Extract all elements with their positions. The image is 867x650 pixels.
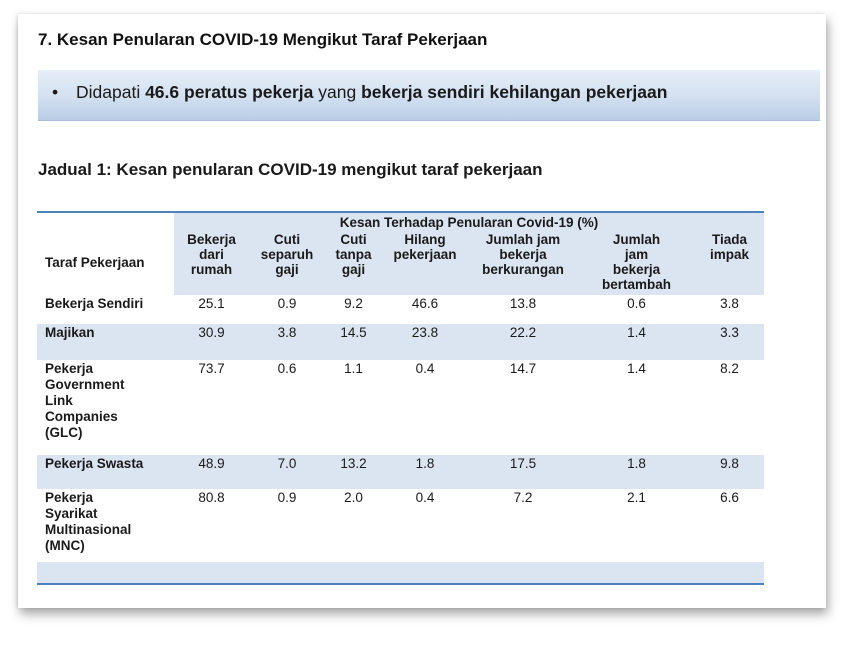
column-header	[468, 232, 578, 295]
column-header	[174, 232, 249, 295]
table-cell: 30.9	[174, 324, 249, 360]
text-line: jam	[624, 247, 649, 262]
text-line: tanpa	[335, 247, 372, 262]
table-cell: 2.0	[344, 490, 363, 505]
table-cell: 9.2	[344, 296, 363, 311]
table-cell: 3.8	[720, 296, 739, 311]
text-line: Pekerja	[45, 361, 94, 376]
table-cell: 8.2	[720, 361, 739, 376]
table-cell: 7.0	[249, 455, 325, 489]
text-line: Tiada	[711, 232, 747, 247]
text-line: (GLC)	[45, 425, 83, 440]
table-cell: 22.2	[468, 324, 578, 360]
table-cell: 17.5	[468, 455, 578, 489]
table-row	[37, 324, 764, 360]
section-title: 7. Kesan Penularan COVID-19 Mengikut Taraf Pekerjaan	[38, 30, 488, 49]
column-header	[249, 232, 325, 295]
text-line: Hilang	[404, 232, 446, 247]
column-header	[325, 232, 382, 295]
table-cell: 0.9	[277, 490, 297, 505]
finding-prefix: Didapati	[76, 82, 146, 102]
text-line: separuh	[260, 247, 314, 262]
text-line: gaji	[275, 262, 299, 277]
text-line: Link	[45, 393, 73, 408]
finding-highlight-percent: 46.6 peratus pekerja	[145, 82, 314, 102]
table-cell: 0.6	[277, 361, 297, 376]
group-header: Kesan Terhadap Penularan Covid-19 (%)	[174, 212, 764, 232]
table-row	[37, 455, 764, 489]
text-line: Majikan	[45, 325, 95, 340]
table-cell: 1.4	[578, 324, 695, 360]
row-label	[37, 489, 174, 562]
text-line: impak	[709, 247, 750, 262]
row-label	[37, 455, 174, 489]
key-finding-text	[52, 82, 667, 103]
table-row	[37, 295, 764, 324]
row-header: Taraf Pekerjaan	[37, 232, 174, 295]
table-cell: 46.6	[411, 296, 439, 311]
table-cell: 1.8	[578, 455, 695, 489]
bullet-icon: •	[52, 82, 59, 102]
table-caption: Jadual 1: Kesan penularan COVID-19 mengikut taraf pekerjaan	[38, 160, 543, 179]
text-line: Pekerja Swasta	[45, 456, 144, 471]
text-line: berkurangan	[482, 262, 564, 277]
text-line: bekerja	[499, 247, 547, 262]
table-cell: 0.4	[415, 490, 435, 505]
column-header	[695, 232, 764, 295]
table-cell: 1.1	[344, 361, 363, 376]
text-line: Companies	[45, 409, 118, 424]
text-line: Jumlah jam	[485, 232, 561, 247]
text-line: (MNC)	[45, 538, 85, 553]
key-finding-banner	[38, 70, 820, 121]
table-cell: 1.4	[627, 361, 646, 376]
column-header	[382, 232, 468, 295]
text-line: Government	[45, 377, 125, 392]
document-page	[18, 14, 826, 608]
text-line: gaji	[341, 262, 366, 277]
table-cell: 13.8	[509, 296, 537, 311]
row-label	[37, 324, 174, 360]
table-cell: 9.8	[695, 455, 764, 489]
table-cell: 6.6	[720, 490, 739, 505]
text-line: Syarikat	[45, 506, 98, 521]
row-label	[37, 295, 174, 324]
column-header	[578, 232, 695, 295]
table-cell: 48.9	[174, 455, 249, 489]
table-row	[37, 360, 764, 455]
table-cell: 2.1	[627, 490, 646, 505]
table-cell: 3.8	[249, 324, 325, 360]
text-line: bertambah	[601, 277, 672, 292]
text-line: pekerjaan	[393, 247, 457, 262]
text-line: bekerja	[612, 262, 661, 277]
table-cell: 13.2	[325, 455, 382, 489]
text-line: Bekerja	[187, 232, 236, 247]
text-line: Bekerja Sendiri	[45, 296, 144, 311]
table-cell: 25.1	[198, 296, 225, 311]
finding-highlight-group: bekerja sendiri kehilangan pekerjaan	[361, 82, 668, 102]
table-cell: 73.7	[198, 361, 225, 376]
finding-middle: yang	[313, 82, 362, 102]
table-footer-row	[37, 562, 764, 584]
table-cell: 7.2	[513, 490, 533, 505]
text-line: Cuti	[273, 232, 301, 247]
row-label	[37, 360, 174, 455]
table-cell: 1.8	[382, 455, 468, 489]
table-cell: 14.5	[325, 324, 382, 360]
text-line: Pekerja	[45, 490, 94, 505]
table-cell: 3.3	[695, 324, 764, 360]
impact-table	[37, 211, 764, 585]
table-cell: 80.8	[198, 490, 225, 505]
table-cell: 14.7	[509, 361, 537, 376]
text-line: Cuti	[340, 232, 367, 247]
table-cell: 0.4	[415, 361, 435, 376]
table-cell: 0.6	[627, 296, 646, 311]
text-line: dari	[199, 247, 224, 262]
text-line: Multinasional	[45, 522, 132, 537]
table-cell: 0.9	[277, 296, 297, 311]
table-cell: 23.8	[382, 324, 468, 360]
text-line: rumah	[190, 262, 233, 277]
table-row	[37, 489, 764, 562]
text-line: Jumlah	[612, 232, 661, 247]
